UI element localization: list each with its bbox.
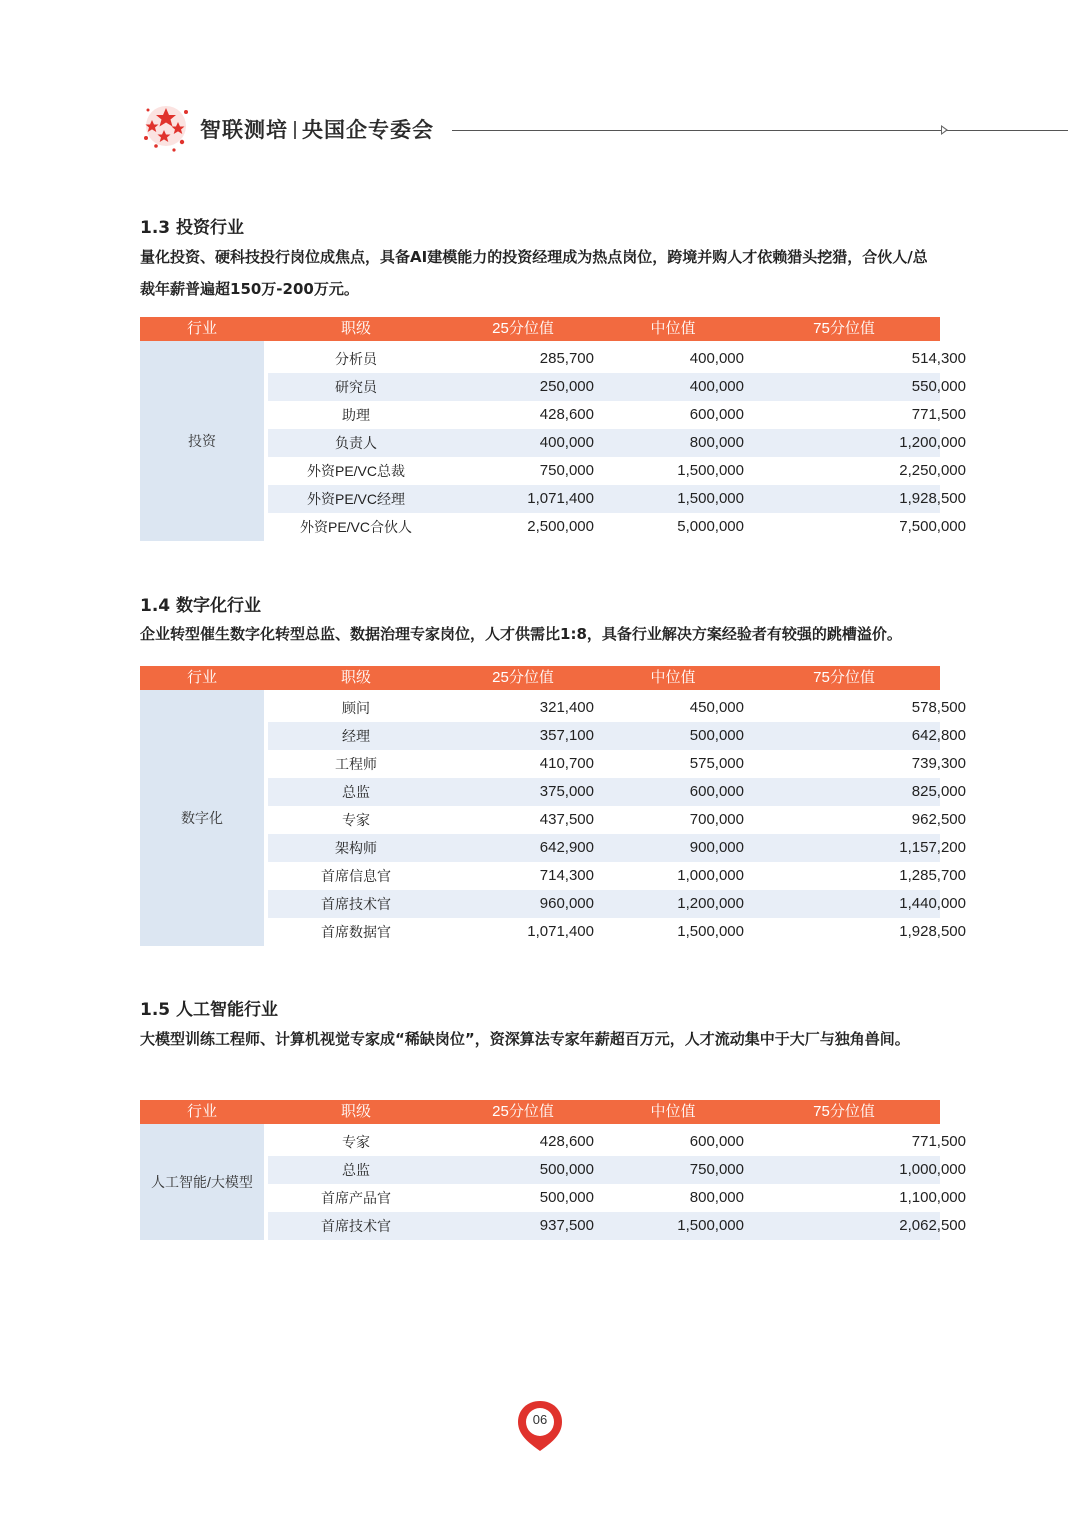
job-title-cell: 工程师 [335, 756, 377, 772]
header-industry: 行业 [186, 669, 217, 686]
median-cell: 700,000 [689, 811, 744, 828]
job-title-cell: 总监 [342, 1162, 370, 1178]
job-title-cell: 分析员 [335, 351, 377, 367]
table-row [268, 429, 966, 457]
table-body [140, 341, 966, 541]
median-cell: 5,000,000 [677, 518, 744, 535]
median-cell: 500,000 [689, 727, 744, 744]
job-title-cell: 顾问 [342, 700, 370, 716]
p25-cell: 642,900 [539, 839, 594, 856]
p75-cell: 962,500 [911, 811, 966, 828]
section-text-ai: 大模型训练工程师、计算机视觉专家成“稀缺岗位”，资深算法专家年薪超百万元，人才流动集中于大厂与独角兽间。 [140, 1030, 910, 1048]
job-title-cell: 外资PE/VC总裁 [306, 463, 405, 479]
job-title-cell: 首席信息官 [321, 868, 391, 884]
median-cell: 1,500,000 [677, 490, 744, 507]
table-row [268, 918, 966, 946]
median-cell: 400,000 [689, 378, 744, 395]
p75-cell: 550,000 [911, 378, 966, 395]
median-cell: 1,200,000 [677, 895, 744, 912]
play-arrow-icon [941, 125, 948, 135]
table-row [268, 1128, 966, 1156]
p75-cell: 1,285,700 [899, 867, 966, 884]
median-cell: 600,000 [689, 1133, 744, 1150]
p25-cell: 714,300 [539, 867, 594, 884]
p25-cell: 428,600 [539, 1133, 594, 1150]
header-p75: 75分位值 [813, 320, 875, 337]
job-title-cell: 负责人 [335, 435, 377, 451]
p75-cell: 2,062,500 [899, 1217, 966, 1234]
job-title-cell: 专家 [342, 1134, 370, 1150]
header-median: 中位值 [650, 320, 696, 337]
p25-cell: 437,500 [539, 811, 594, 828]
job-title-cell: 助理 [342, 407, 370, 423]
header-industry: 行业 [186, 320, 217, 337]
header-rule [452, 130, 1068, 131]
p75-cell: 1,100,000 [899, 1189, 966, 1206]
p75-cell: 7,500,000 [899, 518, 966, 535]
table-header [140, 1100, 940, 1124]
header-p75: 75分位值 [813, 669, 875, 686]
median-cell: 575,000 [689, 755, 744, 772]
table-row [268, 1156, 966, 1184]
median-cell: 900,000 [689, 839, 744, 856]
section-text-digital: 企业转型催生数字化转型总监、数据治理专家岗位，人才供需比1:8，具备行业解决方案经验者有较强的跳槽溢价。 [140, 625, 902, 643]
p25-cell: 357,100 [539, 727, 594, 744]
table-row [268, 806, 966, 834]
p75-cell: 578,500 [911, 699, 966, 716]
job-title-cell: 研究员 [335, 379, 377, 395]
job-title-cell: 外资PE/VC合伙人 [299, 519, 412, 535]
p75-cell: 1,000,000 [899, 1161, 966, 1178]
salary-table-investment [140, 317, 966, 541]
p25-cell: 428,600 [539, 406, 594, 423]
p25-cell: 375,000 [539, 783, 594, 800]
table-row [268, 750, 966, 778]
p75-cell: 2,250,000 [899, 462, 966, 479]
page-header [138, 100, 950, 160]
p75-cell: 1,200,000 [899, 434, 966, 451]
header-title: 职级 [340, 1103, 371, 1120]
p25-cell: 2,500,000 [527, 518, 594, 535]
table-row [268, 694, 966, 722]
table-row [268, 345, 966, 373]
table-row [268, 862, 966, 890]
header-industry: 行业 [186, 1103, 217, 1120]
header-median: 中位值 [650, 1103, 696, 1120]
table-header [140, 666, 940, 690]
median-cell: 400,000 [689, 350, 744, 367]
table-row [268, 1184, 966, 1212]
table-row [268, 1212, 966, 1240]
industry-cell: 人工智能/大模型 [140, 1124, 264, 1240]
table-body [140, 690, 966, 946]
table-header [140, 317, 940, 341]
salary-table-ai [140, 1100, 966, 1240]
p25-cell: 937,500 [539, 1217, 594, 1234]
job-title-cell: 首席产品官 [321, 1190, 391, 1206]
median-cell: 750,000 [689, 1161, 744, 1178]
table-row [268, 373, 966, 401]
job-title-cell: 架构师 [335, 840, 377, 856]
table-row [268, 778, 966, 806]
job-title-cell: 外资PE/VC经理 [306, 491, 405, 507]
table-body [140, 1124, 966, 1240]
median-cell: 1,000,000 [677, 867, 744, 884]
salary-table-digital [140, 666, 966, 946]
p25-cell: 500,000 [539, 1189, 594, 1206]
p75-cell: 514,300 [911, 350, 966, 367]
job-title-cell: 首席技术官 [321, 896, 391, 912]
header-title: 职级 [340, 320, 371, 337]
median-cell: 1,500,000 [677, 1217, 744, 1234]
p75-cell: 642,800 [911, 727, 966, 744]
p25-cell: 500,000 [539, 1161, 594, 1178]
p25-cell: 321,400 [539, 699, 594, 716]
header-median: 中位值 [650, 669, 696, 686]
table-row [268, 457, 966, 485]
median-cell: 450,000 [689, 699, 744, 716]
table-row [268, 890, 966, 918]
p25-cell: 960,000 [539, 895, 594, 912]
p75-cell: 739,300 [911, 755, 966, 772]
p75-cell: 1,440,000 [899, 895, 966, 912]
brand-logo-icon [138, 100, 194, 156]
p75-cell: 1,928,500 [899, 923, 966, 940]
p75-cell: 1,157,200 [899, 839, 966, 856]
page-number: 06 [532, 1412, 548, 1427]
header-p25: 25分位值 [492, 1103, 554, 1120]
job-title-cell: 经理 [342, 728, 370, 744]
brand-name: 智联测培 [200, 118, 288, 142]
p25-cell: 400,000 [539, 434, 594, 451]
header-p25: 25分位值 [492, 320, 554, 337]
p25-cell: 250,000 [539, 378, 594, 395]
section-title-digital: 1.4 数字化行业 [140, 596, 262, 616]
p25-cell: 1,071,400 [527, 490, 594, 507]
industry-cell: 投资 [140, 341, 264, 541]
job-title-cell: 首席数据官 [321, 924, 391, 940]
p25-cell: 410,700 [539, 755, 594, 772]
brand-divider [294, 121, 296, 139]
p25-cell: 750,000 [539, 462, 594, 479]
p75-cell: 825,000 [911, 783, 966, 800]
median-cell: 1,500,000 [677, 923, 744, 940]
median-cell: 800,000 [689, 1189, 744, 1206]
brand-subtitle: 央国企专委会 [302, 118, 434, 142]
median-cell: 600,000 [689, 406, 744, 423]
p25-cell: 1,071,400 [527, 923, 594, 940]
median-cell: 600,000 [689, 783, 744, 800]
brand-title [200, 114, 434, 144]
job-title-cell: 首席技术官 [321, 1218, 391, 1234]
table-row [268, 513, 966, 541]
median-cell: 1,500,000 [677, 462, 744, 479]
median-cell: 800,000 [689, 434, 744, 451]
p75-cell: 771,500 [911, 1133, 966, 1150]
p75-cell: 1,928,500 [899, 490, 966, 507]
p75-cell: 771,500 [911, 406, 966, 423]
industry-cell: 数字化 [140, 690, 264, 946]
table-row [268, 401, 966, 429]
p25-cell: 285,700 [539, 350, 594, 367]
header-p75: 75分位值 [813, 1103, 875, 1120]
section-title-investment: 1.3 投资行业 [140, 218, 245, 238]
section-text-investment: 量化投资、硬科技投行岗位成焦点，具备AI建模能力的投资经理成为热点岗位，跨境并购人才依赖猎头挖猎，合伙人/总裁年薪普遍超150万-200万元。 [140, 248, 928, 298]
job-title-cell: 专家 [342, 812, 370, 828]
header-p25: 25分位值 [492, 669, 554, 686]
table-row [268, 485, 966, 513]
header-title: 职级 [340, 669, 371, 686]
table-row [268, 722, 966, 750]
section-title-ai: 1.5 人工智能行业 [140, 1000, 279, 1020]
table-row [268, 834, 966, 862]
job-title-cell: 总监 [342, 784, 370, 800]
